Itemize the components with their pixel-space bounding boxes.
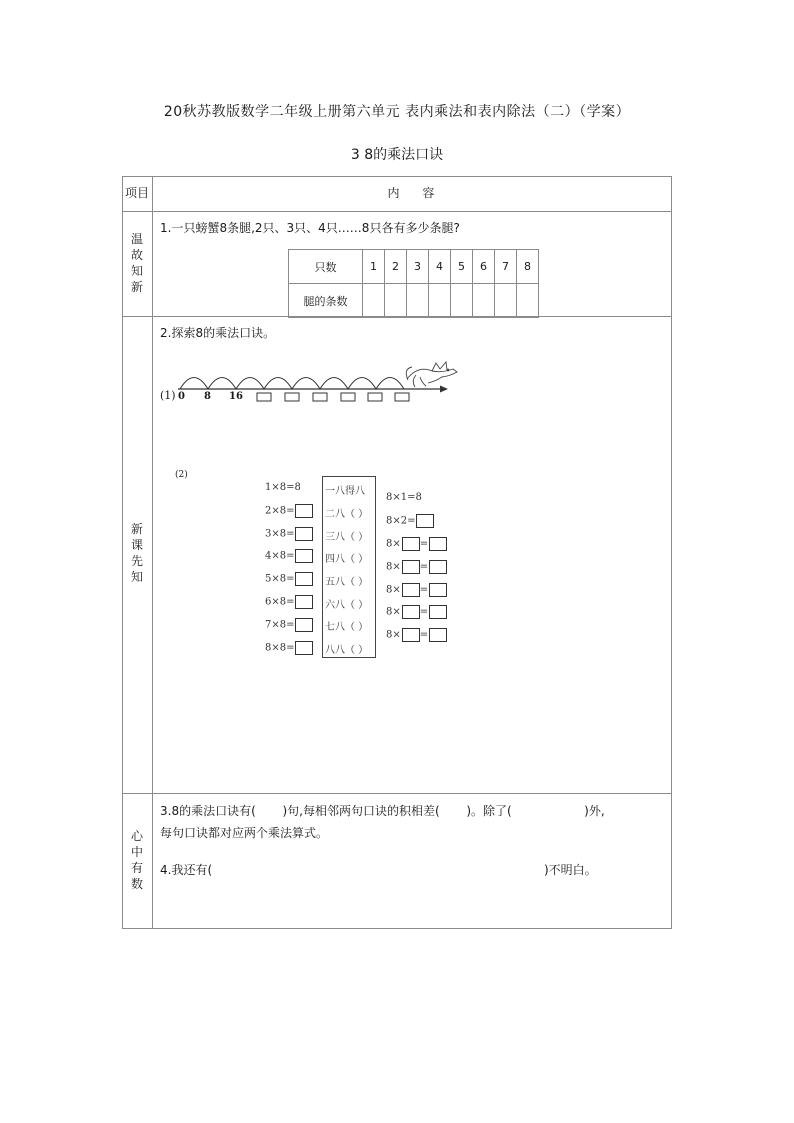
mnemonic-item[interactable]: 七八（ ）	[325, 622, 369, 633]
mnemonic-item[interactable]: 二八（ ）	[325, 509, 369, 520]
equation-right: 8×1=8	[386, 492, 422, 503]
answer-box[interactable]	[295, 572, 313, 586]
answer-box[interactable]	[402, 560, 420, 574]
jump-arc	[348, 378, 376, 390]
jump-arc	[208, 378, 236, 390]
answer-box[interactable]	[416, 514, 434, 528]
part-2-label: (2)	[175, 470, 188, 480]
section-label-char: 知	[130, 570, 143, 584]
answer-box[interactable]	[429, 628, 447, 642]
answer-box[interactable]	[295, 504, 313, 518]
mnemonic-item[interactable]: 四八（ ）	[325, 554, 369, 565]
jump-arc	[264, 378, 292, 390]
section-label-char: 数	[130, 877, 143, 891]
answer-box[interactable]	[402, 628, 420, 642]
equation-left: 1×8=8	[265, 482, 301, 493]
equation-left: 4×8=	[265, 549, 313, 563]
answer-cell[interactable]	[385, 284, 407, 318]
part-1-label: (1)	[160, 389, 176, 402]
row-divider-explore	[122, 793, 671, 794]
jump-arc	[180, 378, 208, 390]
section-label-char: 课	[130, 538, 143, 552]
answer-cell[interactable]	[517, 284, 539, 318]
equation-left: 7×8=	[265, 618, 313, 632]
answer-box[interactable]	[402, 537, 420, 551]
section-label-char: 心	[130, 829, 143, 843]
equation-right: 8× =	[386, 605, 447, 619]
equation-left: 5×8=	[265, 572, 313, 586]
section-label-char: 故	[130, 248, 143, 262]
table-header-count: 只数	[289, 250, 363, 284]
answer-box[interactable]	[295, 595, 313, 609]
document-title: 20秋苏教版数学二年级上册第六单元 表内乘法和表内除法（二）（学案）	[163, 104, 631, 120]
equation-right: 8× =	[386, 583, 447, 597]
section-label-char: 知	[130, 264, 143, 278]
answer-cell[interactable]	[407, 284, 429, 318]
section-label-char: 温	[130, 232, 143, 246]
answer-box	[368, 393, 382, 401]
number-line	[170, 355, 470, 405]
answer-box[interactable]	[429, 560, 447, 574]
equation-left: 6×8=	[265, 595, 313, 609]
count-cell: 3	[407, 250, 429, 284]
count-cell: 5	[451, 250, 473, 284]
answer-cell[interactable]	[363, 284, 385, 318]
answer-box[interactable]	[402, 583, 420, 597]
equation-right: 8× =	[386, 560, 447, 574]
answer-cell[interactable]	[473, 284, 495, 318]
jump-arc	[236, 378, 264, 390]
jump-arc	[320, 378, 348, 390]
column-header-content: 内 容	[387, 186, 435, 200]
section-label-review	[122, 231, 152, 295]
mnemonic-item[interactable]: 三八（ ）	[325, 532, 369, 543]
table-header-legs: 腿的条数	[289, 284, 363, 318]
question-3-line-2: 每句口诀都对应两个乘法算式。	[160, 826, 329, 840]
number-line-arrow	[440, 386, 448, 393]
answer-box[interactable]	[429, 583, 447, 597]
kangaroo-drawing	[406, 362, 457, 387]
number-line-label: 8	[204, 391, 211, 402]
answer-cell[interactable]	[495, 284, 517, 318]
question-3-line-1[interactable]: 3.8的乘法口诀有( )句,每相邻两句口诀的积相差( )。除了( )外,	[160, 804, 605, 818]
section-label-explore	[122, 521, 152, 585]
answer-box[interactable]	[295, 527, 313, 541]
answer-cell[interactable]	[429, 284, 451, 318]
crab-legs-table	[288, 249, 539, 318]
count-cell: 8	[517, 250, 539, 284]
answer-box[interactable]	[295, 549, 313, 563]
section-label-char: 新	[130, 522, 143, 536]
question-1: 1.一只螃蟹8条腿,2只、3只、4只……8只各有多少条腿?	[160, 221, 460, 235]
number-line-label: 0	[178, 391, 185, 402]
column-divider	[152, 176, 153, 928]
answer-box[interactable]	[429, 605, 447, 619]
equation-right: 8× =	[386, 537, 447, 551]
count-cell: 7	[495, 250, 517, 284]
section-label-char: 有	[130, 861, 143, 875]
equation-left: 3×8=	[265, 527, 313, 541]
mnemonic-item: 一八得八	[325, 486, 365, 497]
question-2: 2.探索8的乘法口诀。	[160, 326, 276, 340]
answer-box[interactable]	[402, 605, 420, 619]
answer-box	[341, 393, 355, 401]
answer-box	[395, 393, 409, 401]
equation-left: 2×8=	[265, 504, 313, 518]
mnemonic-item[interactable]: 六八（ ）	[325, 600, 369, 611]
section-label-char: 先	[130, 554, 143, 568]
answer-box	[257, 393, 271, 401]
jump-arcs	[180, 378, 404, 390]
equation-left: 8×8=	[265, 641, 313, 655]
row-divider-header	[122, 211, 671, 212]
question-4[interactable]: 4.我还有( )不明白。	[160, 863, 597, 877]
equation-right: 8× =	[386, 628, 447, 642]
equation-right: 8×2=	[386, 514, 434, 528]
jump-arc	[292, 378, 320, 390]
number-line-label: 16	[229, 391, 243, 402]
section-label-summary	[122, 828, 152, 892]
count-cell: 6	[473, 250, 495, 284]
answer-cell[interactable]	[451, 284, 473, 318]
section-label-char: 中	[130, 845, 143, 859]
count-cell: 4	[429, 250, 451, 284]
section-label-char: 新	[130, 280, 143, 294]
answer-box	[313, 393, 327, 401]
answer-box[interactable]	[295, 618, 313, 632]
mnemonic-item[interactable]: 五八（ ）	[325, 577, 369, 588]
count-cell: 2	[385, 250, 407, 284]
jump-arc	[376, 378, 404, 390]
answer-box[interactable]	[295, 641, 313, 655]
column-header-item: 项目	[124, 186, 149, 200]
lesson-title: 3 8的乘法口诀	[350, 147, 444, 163]
answer-box	[285, 393, 299, 401]
count-cell: 1	[363, 250, 385, 284]
answer-box[interactable]	[429, 537, 447, 551]
mnemonic-item[interactable]: 八八（ ）	[325, 645, 369, 656]
